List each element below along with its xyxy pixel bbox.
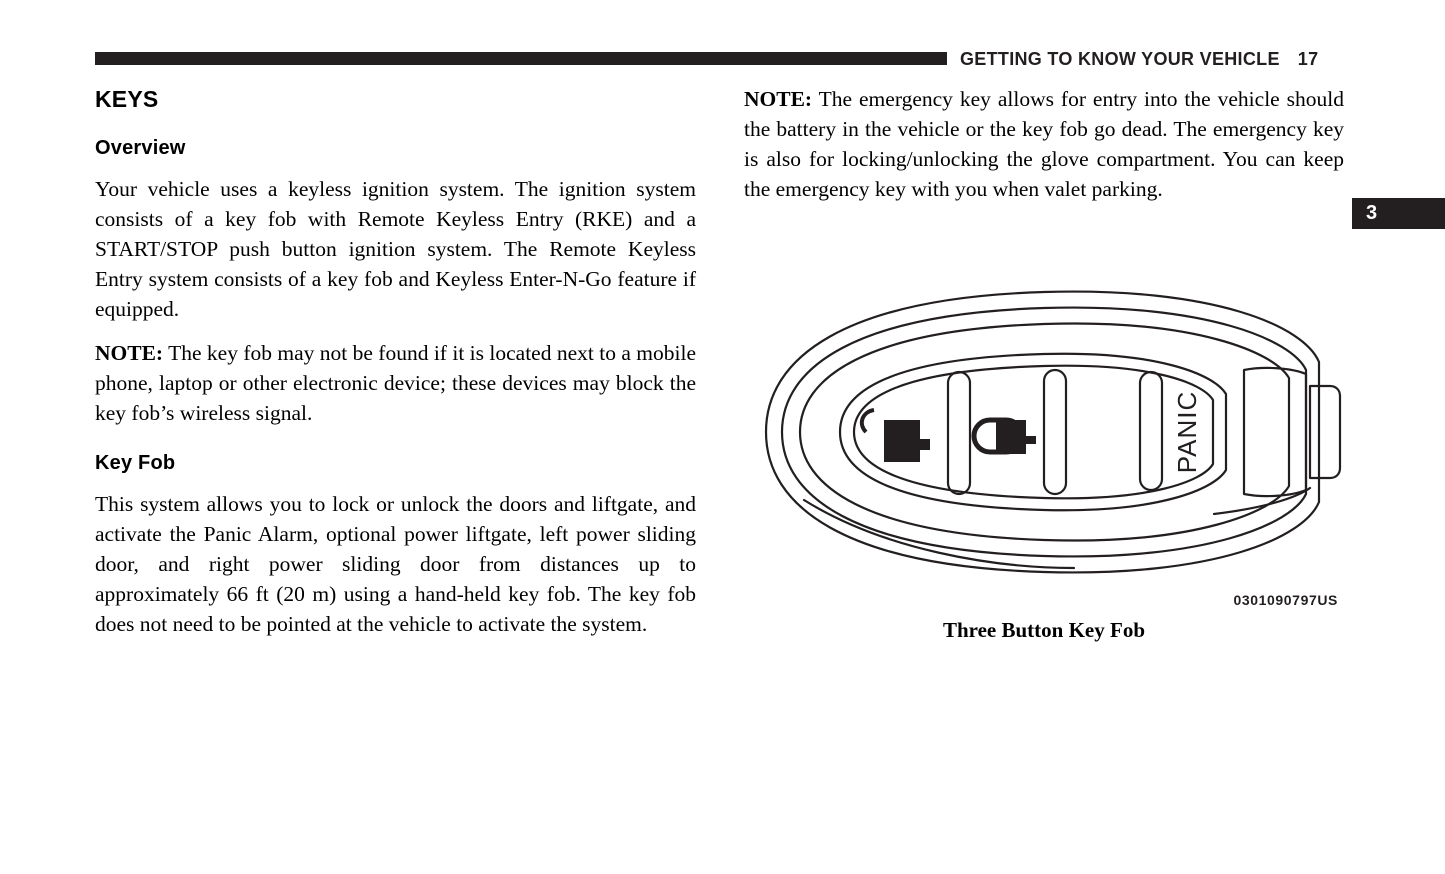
paragraph-note-keyfob-location xyxy=(95,338,696,428)
chapter-tab-number: 3 xyxy=(1366,202,1378,224)
chapter-tab xyxy=(1352,198,1445,229)
header-rule xyxy=(95,52,947,65)
header-page-number: 17 xyxy=(1297,49,1319,69)
heading-overview: Overview xyxy=(95,137,186,159)
unlock-icon xyxy=(862,410,934,462)
right-column xyxy=(744,80,1344,204)
note-text: The key fob may not be found if it is located next to a mobile phone, laptop or other electronic device; these devices may block the key fob’s wireless signal. xyxy=(95,341,696,425)
paragraph-overview: Your vehicle uses a keyless ignition system. The ignition system consists of a key fob with Remote Keyless Entry (RKE) and a START/STOP push button ignition system. The Remote Keyless Entry system consists of a key fob and Keyless Enter-N-Go feature if equipped. xyxy=(95,177,696,321)
figure-caption: Three Button Key Fob xyxy=(942,618,1146,642)
header-title-text: GETTING TO KNOW YOUR VEHICLE xyxy=(960,49,1280,69)
left-column xyxy=(95,80,696,639)
panic-label: PANIC xyxy=(1172,390,1202,474)
key-fob-illustration xyxy=(744,262,1344,602)
figure-code: 0301090797US xyxy=(1233,592,1338,608)
note-label: NOTE: xyxy=(95,341,164,365)
lock-icon xyxy=(974,420,1038,454)
note-text-right: The emergency key allows for entry into the vehicle should the battery in the vehicle or the key fob go dead. The emergency key is also for locking/unlocking the glove compartment. You can keep the emergency key with you when valet parking. xyxy=(744,87,1344,201)
heading-key-fob: Key Fob xyxy=(95,452,176,474)
paragraph-note-emergency-key xyxy=(744,84,1344,204)
page-header xyxy=(960,49,1350,70)
figure-three-button-key-fob xyxy=(744,262,1344,652)
paragraph-key-fob: This system allows you to lock or unlock the doors and liftgate, and activate the Panic Alarm, optional power liftgate, left power sliding door, and right power sliding door from distances up to approximately 66 ft (20 m) using a hand-held key fob. The key fob does not need to be pointed at the vehicle to activate the system. xyxy=(95,492,696,636)
note-label-right: NOTE: xyxy=(744,87,813,111)
page-title: KEYS xyxy=(95,86,159,112)
